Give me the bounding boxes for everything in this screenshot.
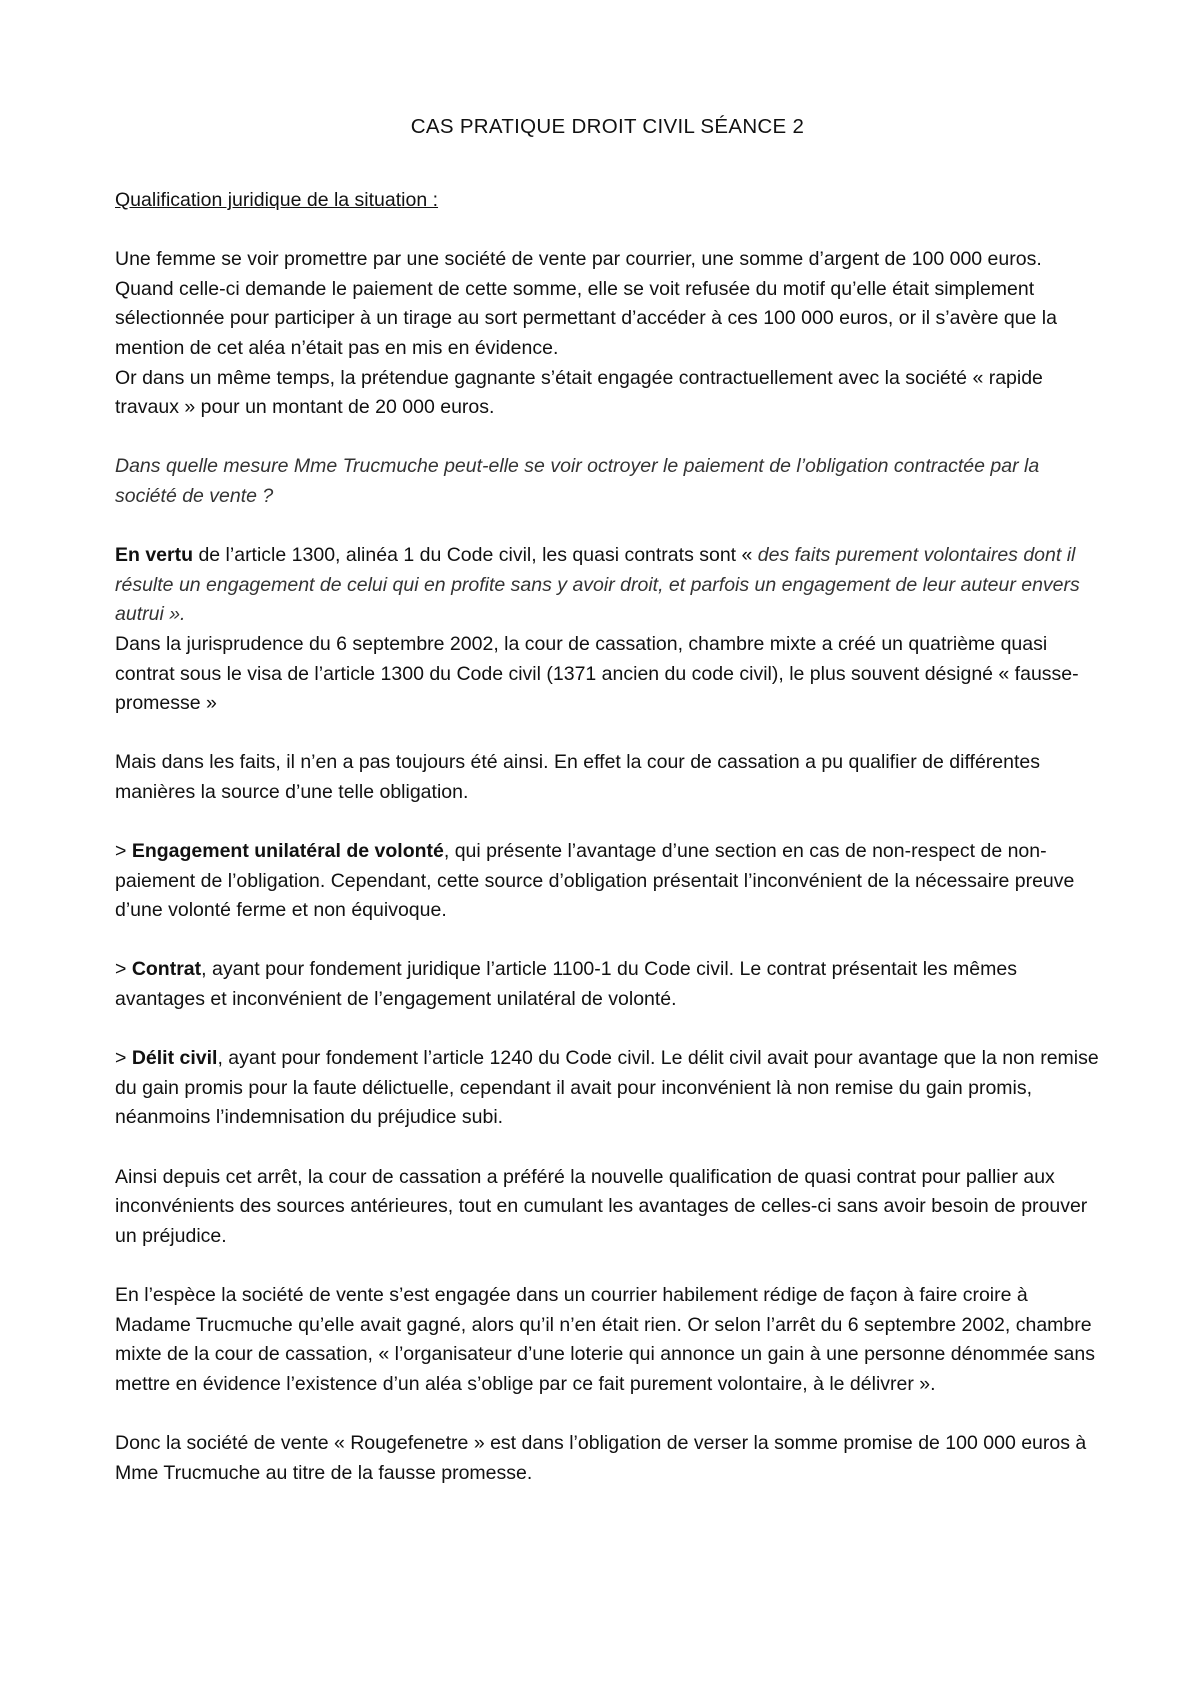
bullet-text: , ayant pour fondement l’article 1240 du Code civil. Le délit civil avait pour avantage que la non remise du gain promis pour la faute délictuelle, cependant il avait pour inconvénient là non remise du gain promis, néanmoins l’indemnisation du préjudice subi. bbox=[115, 1047, 1099, 1129]
article-paragraph bbox=[115, 541, 1100, 630]
article-lead: En vertu bbox=[115, 544, 194, 567]
section-heading: Qualification juridique de la situation : bbox=[115, 189, 439, 211]
jurisprudence-paragraph: Dans la jurisprudence du 6 septembre 2002, la cour de cassation, chambre mixte a créé un quatrième quasi contrat sous le visa de l’article 1300 du Code civil (1371 ancien du code civil), le plus souvent désigné « fausse-promesse » bbox=[115, 632, 1079, 715]
application-paragraph: En l’espèce la société de vente s’est engagée dans un courrier habilement rédige de façon à faire croire à Madame Trucmuche qu’elle avait gagné, alors qu’il n’en était rien. Or selon l’arrêt du 6 septembre 2002, chambre mixte de la cour de cassation, « l’organisateur d’une loterie qui annonce un gain à une personne dénommée sans mettre en évidence l’existence d’un aléa s’oblige par ce fait purement volontaire, à le délivrer ». bbox=[115, 1283, 1095, 1395]
article-quote: des faits purement volontaires dont il résulte un engagement de celui qui en profite sans y avoir droit, et parfois un engagement de leur auteur envers autrui bbox=[115, 544, 1080, 626]
bullet-text: , ayant pour fondement juridique l’article 1100-1 du Code civil. Le contrat présentait les mêmes avantages et inconvénient de l’engagement unilatéral de volonté. bbox=[115, 958, 1017, 1011]
article-quote-end: ». bbox=[163, 603, 186, 626]
bullet-item bbox=[115, 955, 1100, 1014]
facts-paragraph: Une femme se voir promettre par une société de vente par courrier, une somme d’argent de 100 000 euros. Quand celle-ci demande le paiement de cette somme, elle se voit refusée du motif qu’elle était simplement sélectionnée pour participer à un tirage au sort permettant d’accéder à ces 100 000 euros, or il s’avère que la mention de cet aléa n’était pas en mis en évidence. bbox=[115, 248, 1057, 359]
bullet-prefix: > bbox=[115, 840, 132, 863]
bullet-term: Contrat bbox=[131, 958, 202, 981]
bullet-term: Délit civil bbox=[131, 1047, 218, 1070]
legal-question: Dans quelle mesure Mme Trucmuche peut-elle se voir octroyer le paiement de l’obligation contractée par la société de vente ? bbox=[115, 455, 1040, 507]
bullet-text: , qui présente l’avantage d’une section en cas de non-respect de non-paiement de l’obligation. Cependant, cette source d’obligation présentait l’inconvénient de la nécessaire preuve d’une volonté ferme et non équivoque. bbox=[115, 840, 1075, 922]
document-title: CAS PRATIQUE DROIT CIVIL SÉANCE 2 bbox=[410, 115, 805, 138]
history-paragraph: Mais dans les faits, il n’en a pas toujours été ainsi. En effet la cour de cassation a pu qualifier de différentes manières la source d’une telle obligation. bbox=[115, 751, 1040, 803]
facts-paragraph-2: Or dans un même temps, la prétendue gagnante s’était engagée contractuellement avec la société « rapide travaux » pour un montant de 20 000 euros. bbox=[115, 366, 1043, 419]
bullet-item bbox=[115, 837, 1100, 926]
bullet-prefix: > bbox=[115, 1047, 132, 1070]
bullet-item bbox=[115, 1044, 1100, 1133]
conclusion-paragraph: Ainsi depuis cet arrêt, la cour de cassation a préféré la nouvelle qualification de quasi contrat pour pallier aux inconvénients des sources antérieures, tout en cumulant les avantages de celles-ci sans avoir besoin de prouver un préjudice. bbox=[115, 1165, 1088, 1247]
article-text: de l’article 1300, alinéa 1 du Code civil, les quasi contrats sont « bbox=[193, 544, 758, 567]
bullet-term: Engagement unilatéral de volonté bbox=[131, 840, 444, 863]
final-paragraph: Donc la société de vente « Rougefenetre » est dans l’obligation de verser la somme promise de 100 000 euros à Mme Trucmuche au titre de la fausse promesse. bbox=[115, 1431, 1087, 1484]
bullet-prefix: > bbox=[115, 958, 132, 981]
